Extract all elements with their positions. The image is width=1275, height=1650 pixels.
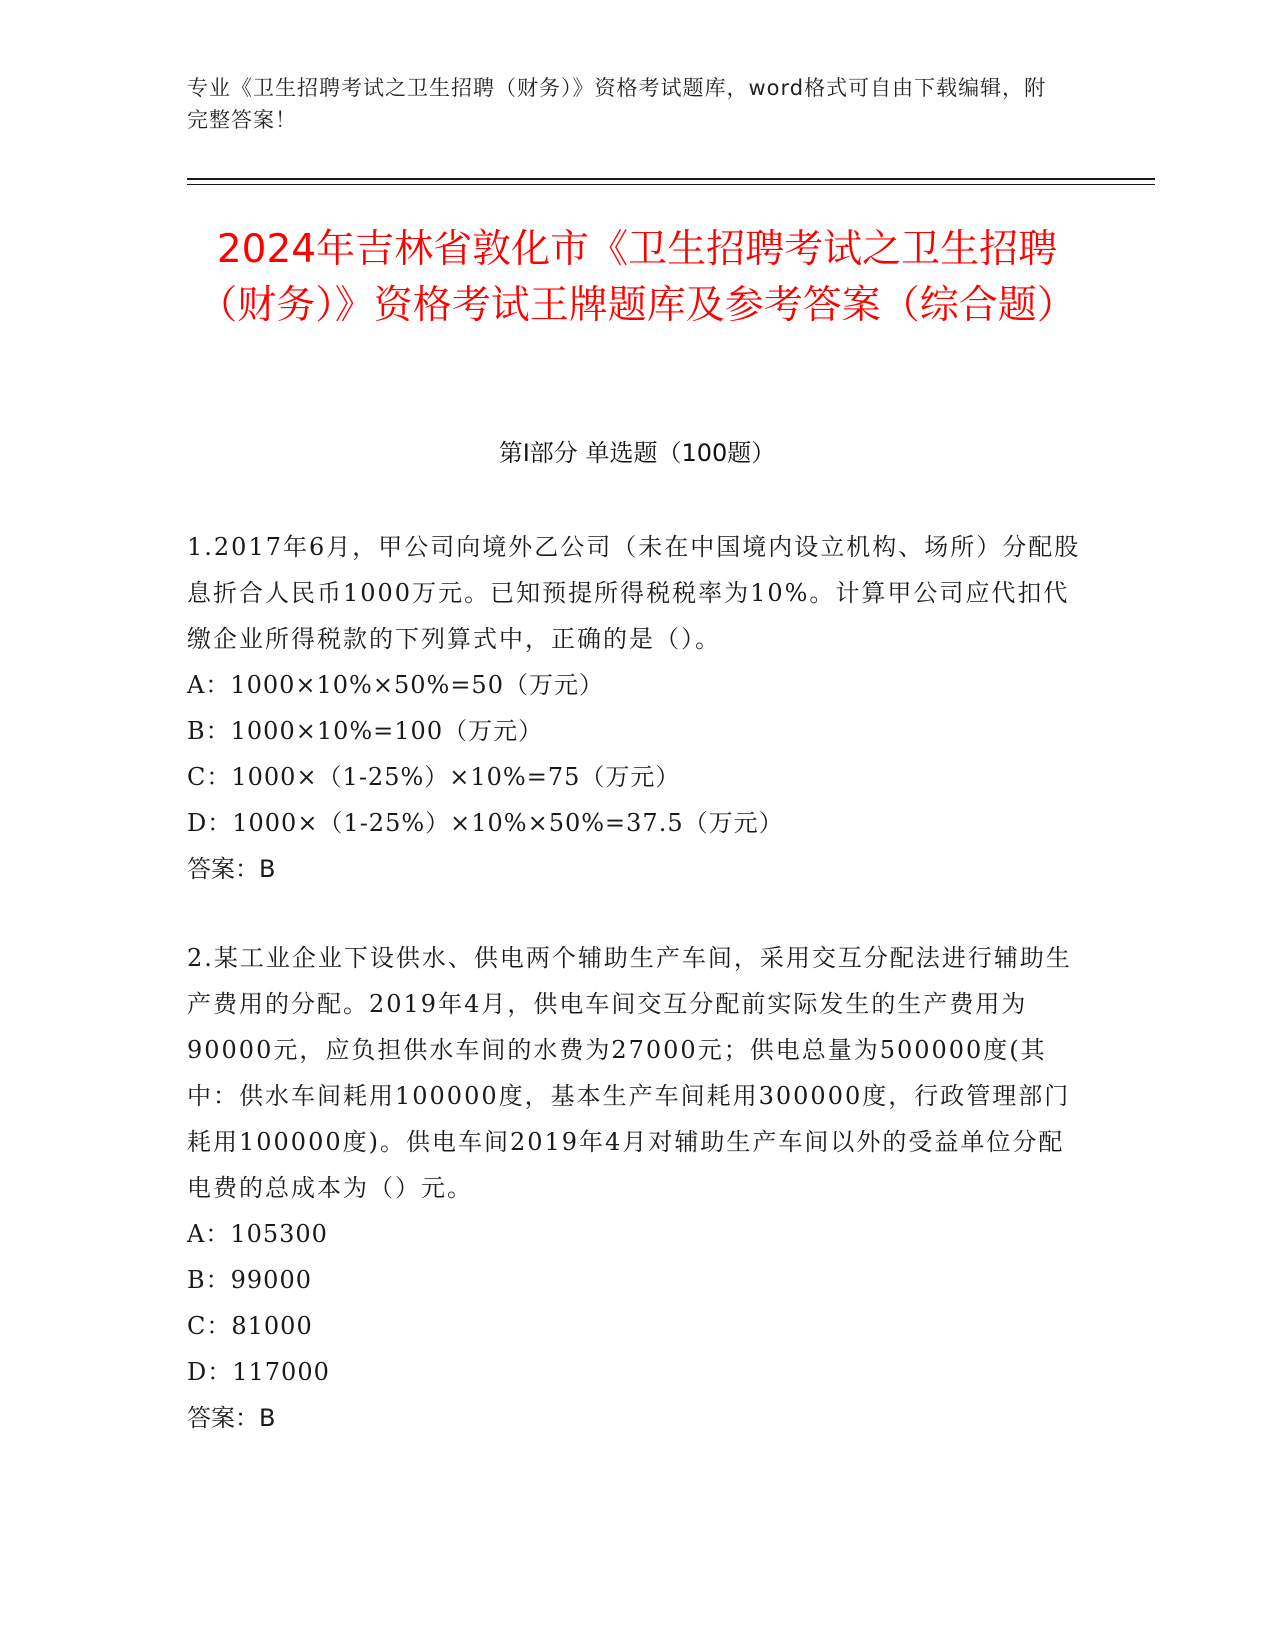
question-stem: 2.某工业企业下设供水、供电两个辅助生产车间，采用交互分配法进行辅助生产费用的分配。2019年4月，供电车间交互分配前实际发生的生产费用为90000元，应负担供水车间的水费为27000元；供电总量为500000度(其中：供水车间耗用100000度，基本生产车间耗用300000度，行政管理部门耗用100000度)。供电车间2019年4月对辅助生产车间以外的受益单位分配电费的总成本为（）元。: [187, 944, 1072, 1202]
question-1: [187, 524, 1087, 892]
option-c: C：81000: [187, 1312, 313, 1340]
answer: 答案：B: [187, 1404, 276, 1432]
header-note: 专业《卫生招聘考试之卫生招聘（财务）》资格考试题库，word格式可自由下载编辑，附完整答案！: [187, 76, 1047, 132]
option-c: C：1000×（1-25%）×10%=75（万元）: [187, 763, 681, 791]
option-a: A：105300: [187, 1220, 328, 1248]
option-a: A：1000×10%×50%=50（万元）: [187, 671, 604, 699]
option-b: B：99000: [187, 1266, 312, 1294]
header-rule-thick: [187, 178, 1155, 180]
question-stem: 1.2017年6月，甲公司向境外乙公司（未在中国境内设立机构、场所）分配股息折合人民币1000万元。已知预提所得税税率为10%。计算甲公司应代扣代缴企业所得税款的下列算式中，正确的是（）。: [187, 533, 1081, 653]
option-d: D：1000×（1-25%）×10%×50%=37.5（万元）: [187, 809, 784, 837]
header-rule-thin: [187, 184, 1155, 185]
question-2: [187, 935, 1087, 1441]
answer: 答案：B: [187, 855, 276, 883]
document-title: 2024年吉林省敦化市《卫生招聘考试之卫生招聘（财务）》资格考试王牌题库及参考答案（综合题）: [198, 227, 1076, 328]
option-b: B：1000×10%=100（万元）: [187, 717, 544, 745]
section-heading: 第I部分 单选题（100题）: [498, 439, 776, 467]
option-d: D：117000: [187, 1358, 330, 1386]
